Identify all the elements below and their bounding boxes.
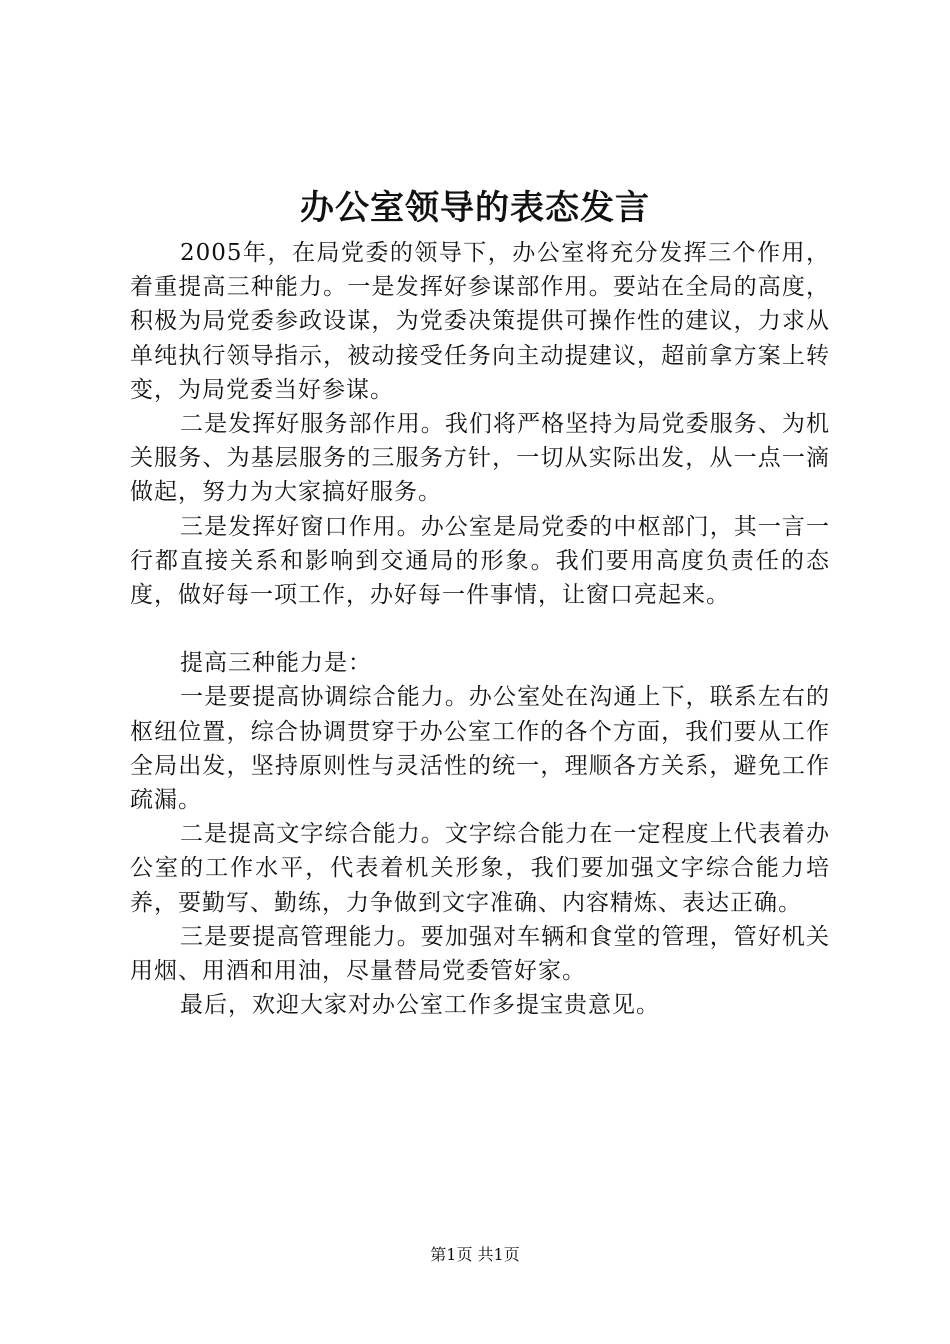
paragraph-gap [130, 612, 830, 646]
paragraph: 一是要提高协调综合能力。办公室处在沟通上下，联系左右的枢纽位置，综合协调贯穿于办公室工作的各个方面，我们要从工作全局出发，坚持原则性与灵活性的统一，理顺各方关系，避免工作疏漏。 [130, 684, 830, 814]
page-footer: 第1页 共1页 [430, 1245, 520, 1264]
section-heading: 提高三种能力是： [180, 650, 372, 677]
paragraph: 三是要提高管理能力。要加强对车辆和食堂的管理，管好机关用烟、用酒和用油，尽量替局党委管好家。 [130, 923, 830, 985]
document-body [130, 236, 830, 1022]
document-title: 办公室领导的表态发言 [300, 188, 650, 228]
paragraph: 二是发挥好服务部作用。我们将严格坚持为局党委服务、为机关服务、为基层服务的三服务方针，一切从实际出发，从一点一滴做起，努力为大家搞好服务。 [130, 411, 830, 506]
paragraph: 2005年，在局党委的领导下，办公室将充分发挥三个作用，着重提高三种能力。一是发挥好参谋部作用。要站在全局的高度，积极为局党委参政设谋，为党委决策提供可操作性的建议，力求从单纯执行领导指示，被动接受任务向主动提建议，超前拿方案上转变，为局党委当好参谋。 [130, 240, 830, 403]
closing-paragraph: 最后，欢迎大家对办公室工作多提宝贵意见。 [180, 992, 660, 1019]
paragraph: 三是发挥好窗口作用。办公室是局党委的中枢部门，其一言一行都直接关系和影响到交通局的形象。我们要用高度负责任的态度，做好每一项工作，办好每一件事情，让窗口亮起来。 [130, 513, 830, 609]
paragraph: 二是提高文字综合能力。文字综合能力在一定程度上代表着办公室的工作水平，代表着机关形象，我们要加强文字综合能力培养，要勤写、勤练，力争做到文字准确、内容精炼、表达正确。 [130, 821, 830, 916]
